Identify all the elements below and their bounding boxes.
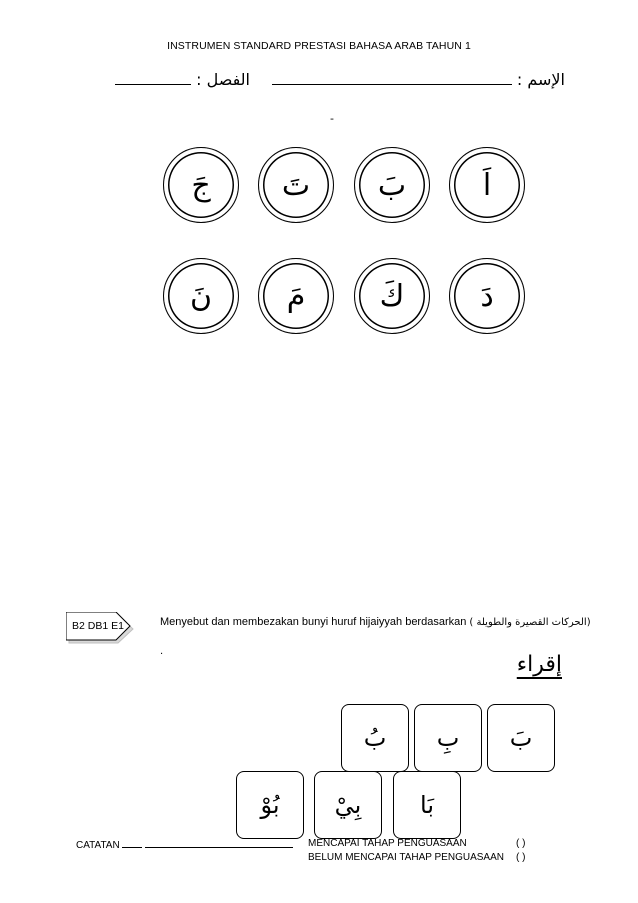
name-underline	[272, 70, 512, 85]
section-title-iqra: إقراء	[516, 652, 562, 677]
reading-card-bii-long: بِيْ	[314, 771, 382, 839]
description-text: Menyebut dan membezakan bunyi huruf hijaiyyah berdasarkan	[160, 616, 467, 628]
class-underline	[115, 70, 191, 85]
catatan-underline-short	[122, 838, 142, 848]
reading-card-baa-long: بَا	[393, 771, 461, 839]
catatan-field[interactable]	[76, 838, 293, 851]
letter-circle-ta: تَ	[258, 147, 334, 223]
description-arabic: (الحركات القصيرة والطويلة )	[469, 617, 591, 628]
class-label: الفصل :	[196, 70, 250, 89]
reading-card-ba-fatha: بَ	[487, 704, 555, 772]
name-field[interactable]	[272, 70, 565, 89]
standard-code: B2 DB1 E1	[72, 620, 124, 632]
belum-mencapai-label: BELUM MENCAPAI TAHAP PENGUASAAN	[308, 852, 504, 863]
belum-mencapai-checkbox[interactable]: ( )	[516, 852, 526, 863]
catatan-underline-long	[145, 838, 293, 848]
reading-card-ba-kasra: بِ	[414, 704, 482, 772]
catatan-label: CATATAN	[76, 840, 120, 851]
reading-card-buu-long: بُوْ	[236, 771, 304, 839]
description-dot: .	[160, 646, 164, 657]
reading-card-ba-damma: بُ	[341, 704, 409, 772]
page-header: INSTRUMEN STANDARD PRESTASI BAHASA ARAB TAHUN 1	[167, 40, 471, 52]
letter-circle-nun: نَ	[163, 258, 239, 334]
letter-circle-alif: اَ	[449, 147, 525, 223]
class-field[interactable]	[115, 70, 250, 89]
mencapai-label: MENCAPAI TAHAP PENGUASAAN	[308, 838, 467, 849]
standard-code-tag	[66, 612, 132, 642]
name-label: الإسم :	[516, 70, 565, 89]
mencapai-checkbox[interactable]: ( )	[516, 838, 526, 849]
student-info-line	[115, 70, 565, 94]
letter-circle-jim: جَ	[163, 147, 239, 223]
notes-section	[76, 836, 576, 866]
letter-circle-dal: دَ	[449, 258, 525, 334]
dash-mark: -	[330, 112, 334, 125]
letter-circle-ba: بَ	[354, 147, 430, 223]
standard-description	[160, 616, 591, 628]
letter-circle-mim: مَ	[258, 258, 334, 334]
letter-circle-kaf: كَ	[354, 258, 430, 334]
